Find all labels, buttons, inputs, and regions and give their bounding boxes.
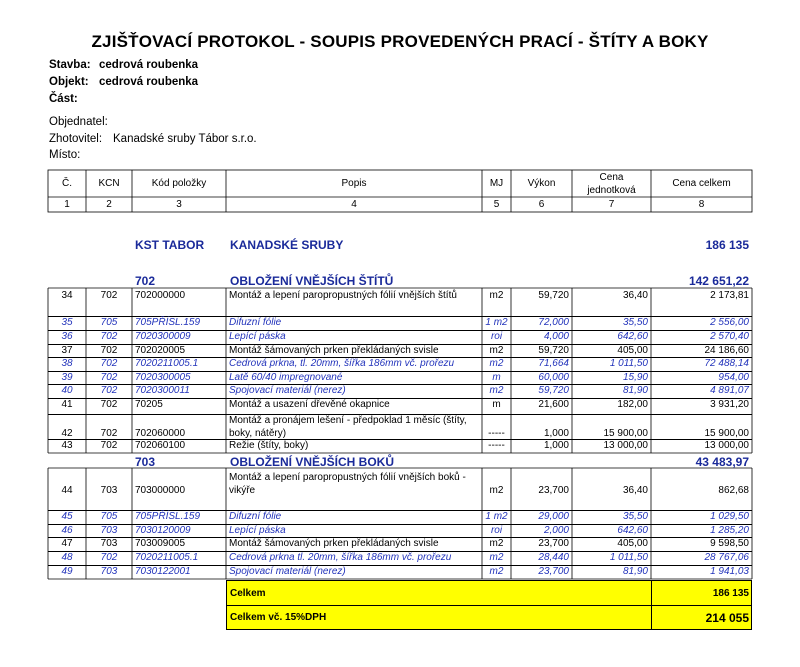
row-41-mj: m xyxy=(492,399,501,410)
col-num-4: 4 xyxy=(351,199,357,210)
row-45-kod: 705PŘÍSL.159 xyxy=(135,511,201,522)
row-47-vykon: 23,700 xyxy=(538,538,569,549)
row-47-c: 47 xyxy=(61,538,73,549)
row-34-cena: 36,40 xyxy=(622,290,648,301)
row-45-vykon: 29,000 xyxy=(538,511,569,522)
total-vat-value: 214 055 xyxy=(705,611,749,625)
row-42-celkem: 15 900,00 xyxy=(704,428,749,439)
row-36-popis: Lepící páska xyxy=(229,331,286,342)
col-num-8: 8 xyxy=(698,199,705,210)
row-49-celkem: 1 941,03 xyxy=(710,566,749,577)
col-header-mj: MJ xyxy=(489,178,504,189)
row-40-kod: 7020300011 xyxy=(135,385,190,396)
section-703-total: 43 483,97 xyxy=(695,455,749,469)
row-44-c: 44 xyxy=(61,485,73,496)
row-38-cena: 1 011,50 xyxy=(609,358,648,369)
row-35-c: 35 xyxy=(61,317,73,328)
row-48-kcn: 702 xyxy=(100,552,118,563)
row-46-c: 46 xyxy=(61,525,73,536)
col-num-3: 3 xyxy=(176,199,182,210)
row-46-vykon: 2,000 xyxy=(543,525,569,536)
row-37-mj: m2 xyxy=(489,345,504,356)
row-48-celkem: 28 767,06 xyxy=(704,552,749,563)
row-38-celkem: 72 488,14 xyxy=(704,358,749,369)
row-46-kod: 7030120009 xyxy=(135,525,191,536)
row-34-popis: Montáž a lepení paropropustných fólií vnějších štítů xyxy=(229,290,457,301)
row-48-kod: 7020211005.1 xyxy=(135,552,199,563)
row-38-kcn: 702 xyxy=(100,358,118,369)
row-49-mj: m2 xyxy=(489,566,504,577)
row-45-mj: 1 m2 xyxy=(485,511,508,522)
row-37-kod: 702020005 xyxy=(135,345,186,356)
row-39-c: 39 xyxy=(61,372,73,383)
objednatel-label: Objednatel: xyxy=(49,116,108,128)
row-46-popis: Lepící páska xyxy=(229,525,286,536)
row-48-cena: 1 011,50 xyxy=(609,552,648,563)
row-44-popis: Montáž a lepení paropropustných fólií vnějších boků - xyxy=(229,472,466,483)
row-49-c: 49 xyxy=(61,566,73,577)
kst-total: 186 135 xyxy=(705,238,749,252)
row-42-popis-line2: boky, nátěry) xyxy=(229,428,287,439)
row-42-mj: ----- xyxy=(488,428,505,439)
row-35-celkem: 2 556,00 xyxy=(710,317,749,328)
row-42-vykon: 1,000 xyxy=(543,428,569,439)
row-40-cena: 81,90 xyxy=(622,385,648,396)
row-45-kcn: 705 xyxy=(100,511,118,522)
row-36-mj: roi xyxy=(490,331,503,342)
row-36-kcn: 702 xyxy=(100,331,118,342)
row-37-popis: Montáž šámovaných prken překládaných svisle xyxy=(229,345,439,356)
row-42-popis: Montáž a pronájem lešení - předpoklad 1 měsíc (štíty, xyxy=(229,415,467,426)
row-48-vykon: 28,440 xyxy=(538,552,569,563)
section-703-code: 703 xyxy=(135,455,156,469)
row-43-kod: 702060100 xyxy=(135,440,186,451)
row-35-cena: 35,50 xyxy=(622,317,648,328)
row-43-mj: ----- xyxy=(488,440,505,451)
row-45-c: 45 xyxy=(61,511,73,522)
row-42-kod: 702060000 xyxy=(135,428,186,439)
col-num-2: 2 xyxy=(106,199,112,210)
row-45-popis: Difuzní fólie xyxy=(229,511,282,522)
row-37-cena: 405,00 xyxy=(617,345,648,356)
section-703-name: OBLOŽENÍ VNĚJŠÍCH BOKŮ xyxy=(230,455,395,469)
row-45-celkem: 1 029,50 xyxy=(710,511,749,522)
section-702-code: 702 xyxy=(135,274,156,288)
row-45-cena: 35,50 xyxy=(622,511,648,522)
row-47-celkem: 9 598,50 xyxy=(710,538,749,549)
col-num-1: 1 xyxy=(64,199,70,210)
row-41-vykon: 21,600 xyxy=(538,399,569,410)
row-47-kod: 703009005 xyxy=(135,538,186,549)
row-39-mj: m xyxy=(492,372,501,383)
misto-label: Místo: xyxy=(49,149,81,161)
row-39-popis: Latě 60/40 impregnované xyxy=(229,372,343,383)
row-39-kod: 7020300005 xyxy=(135,372,191,383)
page-title: ZJIŠŤOVACÍ PROTOKOL - SOUPIS PROVEDENÝCH PRACÍ - ŠTÍTY A BOKY xyxy=(91,32,709,51)
section-702-name: OBLOŽENÍ VNĚJŠÍCH ŠTÍTŮ xyxy=(230,274,394,288)
row-37-kcn: 702 xyxy=(100,345,118,356)
row-38-popis: Cedrová prkna, tl. 20mm, šířka 186mm vč. prořezu xyxy=(229,358,455,369)
row-34-mj: m2 xyxy=(489,290,504,301)
row-34-c: 34 xyxy=(61,290,73,301)
row-41-c: 41 xyxy=(61,399,73,410)
row-40-mj: m2 xyxy=(489,385,504,396)
row-41-kod: 70205 xyxy=(135,399,163,410)
kst-code: KST TABOR xyxy=(135,238,205,252)
row-46-celkem: 1 285,20 xyxy=(710,525,749,536)
row-49-popis: Spojovací materiál (nerez) xyxy=(229,566,346,577)
section-702-total: 142 651,22 xyxy=(688,274,749,288)
cast-label: Část: xyxy=(49,93,78,105)
col-header-cena: Cena jednotková xyxy=(587,172,636,196)
row-34-kcn: 702 xyxy=(100,290,118,301)
row-36-celkem: 2 570,40 xyxy=(710,331,749,342)
row-42-kcn: 702 xyxy=(100,428,118,439)
row-43-kcn: 702 xyxy=(100,440,118,451)
row-44-celkem: 862,68 xyxy=(718,485,749,496)
row-35-popis: Difuzní fólie xyxy=(229,317,282,328)
row-49-vykon: 23,700 xyxy=(538,566,569,577)
row-34-celkem: 2 173,81 xyxy=(710,290,749,301)
row-39-cena: 15,90 xyxy=(622,372,648,383)
row-41-popis: Montáž a usazení dřevěné okapnice xyxy=(229,399,390,410)
col-header-celkem: Cena celkem xyxy=(672,178,731,189)
row-35-kod: 705PŘÍSL.159 xyxy=(135,317,201,328)
row-46-kcn: 703 xyxy=(100,525,118,536)
row-36-vykon: 4,000 xyxy=(543,331,569,342)
col-num-6: 6 xyxy=(538,199,545,210)
total-vat-label: Celkem vč. 15%DPH xyxy=(230,612,327,623)
stavba-label: Stavba: xyxy=(49,59,91,71)
row-39-vykon: 60,000 xyxy=(538,372,569,383)
row-38-kod: 7020211005.1 xyxy=(135,358,199,369)
row-37-vykon: 59,720 xyxy=(538,345,569,356)
col-num-7: 7 xyxy=(608,199,615,210)
objekt-label: Objekt: xyxy=(49,76,89,88)
row-38-vykon: 71,664 xyxy=(538,358,569,369)
row-36-kod: 7020300009 xyxy=(135,331,191,342)
row-49-kcn: 703 xyxy=(100,566,118,577)
row-35-vykon: 72,000 xyxy=(538,317,569,328)
row-34-vykon: 59,720 xyxy=(538,290,569,301)
col-header-kod: Kód položky xyxy=(151,178,207,189)
objekt-value: cedrová roubenka xyxy=(99,76,199,88)
row-47-cena: 405,00 xyxy=(617,538,648,549)
row-47-mj: m2 xyxy=(489,538,504,549)
row-41-cena: 182,00 xyxy=(617,399,648,410)
row-49-cena: 81,90 xyxy=(622,566,648,577)
row-36-cena: 642,60 xyxy=(617,331,648,342)
row-40-c: 40 xyxy=(61,385,73,396)
row-46-cena: 642,60 xyxy=(617,525,648,536)
row-44-vykon: 23,700 xyxy=(538,485,569,496)
row-43-c: 43 xyxy=(61,440,73,451)
row-48-mj: m2 xyxy=(489,552,504,563)
row-48-popis: Cedrová prkna tl. 20mm, šířka 186mm vč. prořezu xyxy=(229,552,452,563)
row-47-popis: Montáž šámovaných prken překládaných svisle xyxy=(229,538,439,549)
row-47-kcn: 703 xyxy=(100,538,118,549)
row-37-celkem: 24 186,60 xyxy=(704,345,749,356)
row-42-cena: 15 900,00 xyxy=(603,428,648,439)
col-num-5: 5 xyxy=(493,199,500,210)
row-41-celkem: 3 931,20 xyxy=(710,399,749,410)
col-header-popis: Popis xyxy=(341,178,367,189)
row-43-popis: Režie (štíty, boky) xyxy=(229,440,309,451)
row-44-kcn: 703 xyxy=(100,485,118,496)
row-44-mj: m2 xyxy=(489,485,504,496)
row-39-kcn: 702 xyxy=(100,372,118,383)
row-37-c: 37 xyxy=(61,345,73,356)
total-value: 186 135 xyxy=(712,588,749,599)
row-44-popis-line2: vikýře xyxy=(229,485,256,496)
total-label: Celkem xyxy=(230,588,266,599)
row-44-kod: 703000000 xyxy=(135,485,186,496)
row-34-kod: 702000000 xyxy=(135,290,186,301)
row-39-celkem: 954,00 xyxy=(718,372,749,383)
row-43-cena: 13 000,00 xyxy=(603,440,648,451)
row-46-mj: roi xyxy=(490,525,503,536)
row-40-popis: Spojovací materiál (nerez) xyxy=(229,385,346,396)
col-header-kcn: KCN xyxy=(98,178,120,189)
row-49-kod: 7030122001 xyxy=(135,566,191,577)
zhotovitel-label: Zhotovitel: xyxy=(49,133,103,145)
row-40-celkem: 4 891,07 xyxy=(710,385,749,396)
col-header-c: Č. xyxy=(62,178,72,189)
row-38-mj: m2 xyxy=(489,358,504,369)
col-header-vykon: Výkon xyxy=(527,178,556,189)
zhotovitel-value: Kanadské sruby Tábor s.r.o. xyxy=(113,133,257,145)
row-38-c: 38 xyxy=(61,358,73,369)
row-44-cena: 36,40 xyxy=(622,485,648,496)
row-48-c: 48 xyxy=(61,552,73,563)
row-43-celkem: 13 000,00 xyxy=(704,440,749,451)
kst-name: KANADSKÉ SRUBY xyxy=(230,238,344,252)
row-40-kcn: 702 xyxy=(100,385,118,396)
row-41-kcn: 702 xyxy=(100,399,118,410)
row-35-kcn: 705 xyxy=(100,317,118,328)
row-36-c: 36 xyxy=(61,331,73,342)
stavba-value: cedrová roubenka xyxy=(99,59,199,71)
row-40-vykon: 59,720 xyxy=(538,385,569,396)
row-35-mj: 1 m2 xyxy=(485,317,508,328)
row-43-vykon: 1,000 xyxy=(543,440,569,451)
row-42-c: 42 xyxy=(61,428,73,439)
